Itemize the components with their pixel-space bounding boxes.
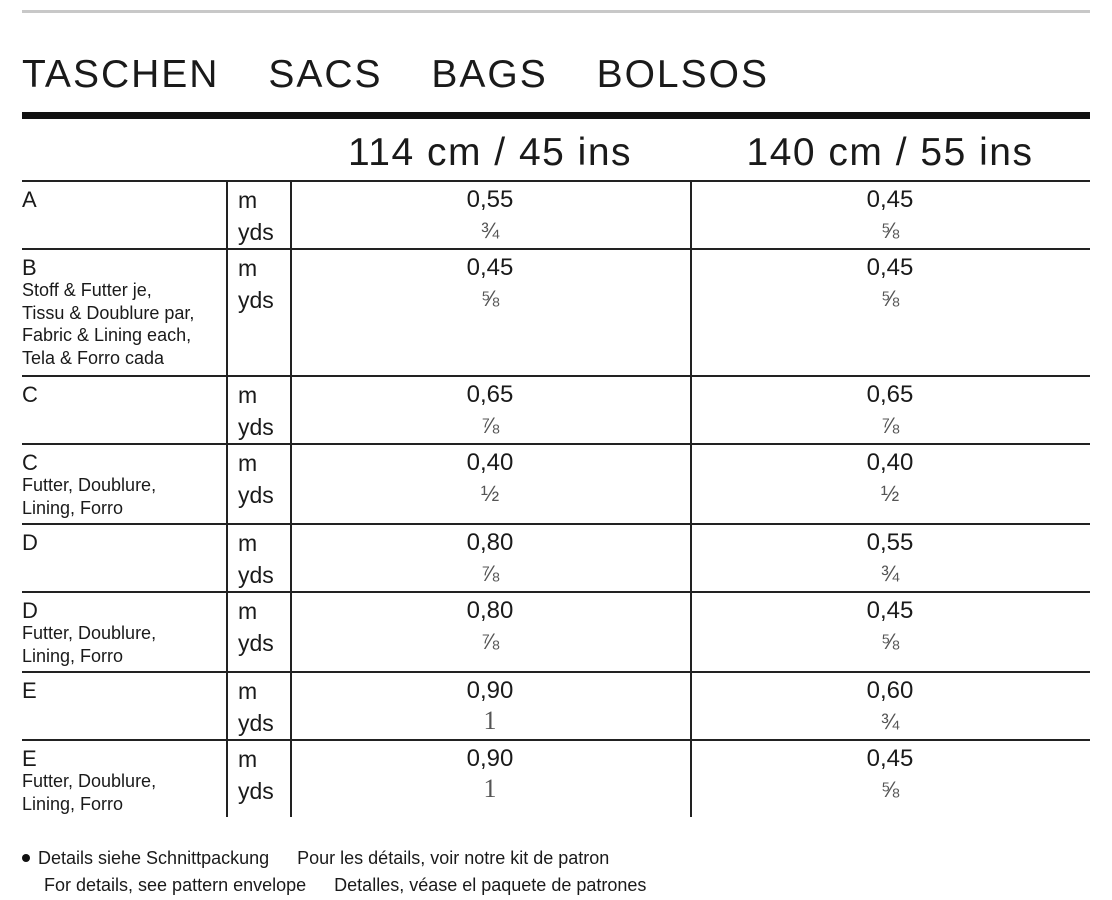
view-code: A xyxy=(22,187,37,212)
unit-yards: yds xyxy=(238,287,274,313)
yardage-value: ¾ xyxy=(880,561,900,586)
title-fr: SACS xyxy=(268,53,383,96)
view-description: Futter, Doublure, xyxy=(22,475,157,495)
table-row xyxy=(22,525,1090,593)
meter-value: 0,90 xyxy=(466,677,514,704)
meter-value: 0,80 xyxy=(466,529,514,556)
unit-yards: yds xyxy=(238,219,274,245)
column-divider xyxy=(226,741,228,817)
table-row xyxy=(22,445,1090,525)
note-es: Detalles, véase el paquete de patrones xyxy=(334,875,647,895)
yardage-value: ⅞ xyxy=(480,561,500,586)
view-cell xyxy=(22,383,38,406)
view-description: Tela & Forro cada xyxy=(22,347,165,368)
view-code: E xyxy=(22,678,37,703)
unit-yards: yds xyxy=(238,414,274,440)
view-description: Tissu & Doublure par, xyxy=(22,302,195,323)
view-description: Futter, Doublure, xyxy=(22,623,157,643)
yardage-value: ⅞ xyxy=(480,413,500,438)
yardage-value: ½ xyxy=(480,481,500,506)
yardage-value: ⅝ xyxy=(480,286,500,311)
view-cell xyxy=(22,256,194,369)
yardage-value: ¾ xyxy=(880,709,900,734)
yardage-value: ⅞ xyxy=(480,629,500,654)
view-code: C xyxy=(22,382,38,407)
meter-value: 0,40 xyxy=(466,449,514,476)
details-notes xyxy=(22,845,646,899)
unit-meters: m xyxy=(238,530,258,556)
unit-meters: m xyxy=(238,450,258,476)
view-description: Futter, Doublure, xyxy=(22,771,157,791)
top-rule xyxy=(22,10,1090,13)
view-description: Lining, Forro xyxy=(22,645,124,666)
column-divider xyxy=(226,250,228,375)
meter-value: 0,45 xyxy=(866,186,914,213)
table-row xyxy=(22,593,1090,673)
view-code: D xyxy=(22,598,38,623)
unit-yards: yds xyxy=(238,710,274,736)
meter-value: 0,80 xyxy=(466,597,514,624)
column-header-140: 140 cm / 55 ins xyxy=(746,131,1034,174)
table-row xyxy=(22,377,1090,445)
bullet-icon xyxy=(22,854,30,862)
meter-value: 0,40 xyxy=(866,449,914,476)
meter-value: 0,55 xyxy=(466,186,514,213)
note-fr: Pour les détails, voir notre kit de patron xyxy=(297,848,610,868)
table-row xyxy=(22,182,1090,250)
yardage-value: ¾ xyxy=(480,218,500,243)
column-divider xyxy=(226,182,228,248)
view-code: E xyxy=(22,746,37,771)
view-description: Stoff & Futter je, xyxy=(22,280,152,300)
view-cell xyxy=(22,599,156,667)
yardage-value: ½ xyxy=(880,481,900,506)
unit-yards: yds xyxy=(238,562,274,588)
column-header-114: 114 cm / 45 ins xyxy=(347,131,633,174)
yardage-value: ⅝ xyxy=(880,218,900,243)
yardage-value: ⅝ xyxy=(880,629,900,654)
view-description: Lining, Forro xyxy=(22,793,124,814)
unit-meters: m xyxy=(238,598,258,624)
unit-meters: m xyxy=(238,746,258,772)
title-de: TASCHEN xyxy=(22,53,220,96)
view-cell xyxy=(22,747,156,815)
meter-value: 0,60 xyxy=(866,677,914,704)
meter-value: 0,45 xyxy=(866,745,914,772)
column-divider xyxy=(226,525,228,591)
view-code: C xyxy=(22,450,38,475)
title-es: BOLSOS xyxy=(596,53,769,96)
column-divider xyxy=(226,445,228,523)
meter-value: 0,90 xyxy=(466,745,514,772)
view-cell xyxy=(22,451,156,519)
table-row xyxy=(22,741,1090,817)
notes-line-1 xyxy=(22,845,646,872)
table-row xyxy=(22,673,1090,741)
yardage-value: 1 xyxy=(483,706,497,735)
note-de: Details siehe Schnittpackung xyxy=(38,848,270,868)
unit-yards: yds xyxy=(238,778,274,804)
table-row xyxy=(22,250,1090,377)
yardage-value: 1 xyxy=(483,774,497,803)
view-code: D xyxy=(22,530,38,555)
view-code: B xyxy=(22,255,37,280)
column-divider xyxy=(226,673,228,739)
meter-value: 0,65 xyxy=(866,381,914,408)
unit-meters: m xyxy=(238,678,258,704)
title-en: BAGS xyxy=(431,53,548,96)
unit-meters: m xyxy=(238,187,258,213)
unit-yards: yds xyxy=(238,482,274,508)
view-cell xyxy=(22,188,37,211)
notes-line-2 xyxy=(22,872,646,899)
view-description: Fabric & Lining each, xyxy=(22,325,192,345)
column-divider xyxy=(226,593,228,671)
view-description: Lining, Forro xyxy=(22,497,124,518)
unit-meters: m xyxy=(238,255,258,281)
unit-yards: yds xyxy=(238,630,274,656)
note-en: For details, see pattern envelope xyxy=(44,875,307,895)
title-rule xyxy=(22,112,1090,119)
meter-value: 0,45 xyxy=(866,597,914,624)
column-divider xyxy=(226,377,228,443)
unit-meters: m xyxy=(238,382,258,408)
page-title xyxy=(22,50,805,100)
meter-value: 0,45 xyxy=(466,254,514,281)
view-cell xyxy=(22,531,38,554)
meter-value: 0,45 xyxy=(866,254,914,281)
yardage-value: ⅞ xyxy=(880,413,900,438)
yardage-value: ⅝ xyxy=(880,286,900,311)
meter-value: 0,65 xyxy=(466,381,514,408)
meter-value: 0,55 xyxy=(866,529,914,556)
view-cell xyxy=(22,679,37,702)
yardage-value: ⅝ xyxy=(880,777,900,802)
